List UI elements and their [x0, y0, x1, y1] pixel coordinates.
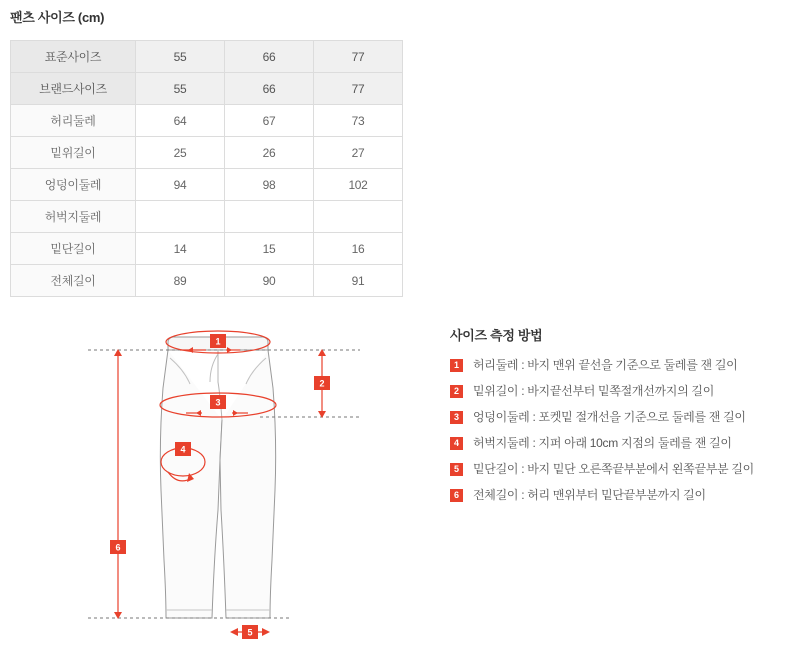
- cell-value: 102: [314, 169, 403, 201]
- legend-number-badge: 2: [450, 385, 463, 398]
- svg-text:5: 5: [247, 627, 253, 638]
- cell-value: 15: [225, 233, 314, 265]
- svg-text:4: 4: [180, 444, 186, 455]
- legend-number-badge: 6: [450, 489, 463, 502]
- table-row: [11, 233, 403, 265]
- row-label: 밑단길이: [11, 233, 136, 265]
- cell-value: 66: [225, 73, 314, 105]
- svg-text:2: 2: [319, 378, 325, 389]
- cell-value: [136, 201, 225, 233]
- svg-text:3: 3: [215, 397, 221, 408]
- legend-item-1: [450, 358, 790, 372]
- legend-item-text: 전체길이 : 허리 맨위부터 밑단끝부분까지 길이: [473, 488, 706, 502]
- row-label: 표준사이즈: [11, 41, 136, 73]
- pants-outline: [160, 337, 275, 618]
- cell-value: 89: [136, 265, 225, 297]
- table-row: [11, 201, 403, 233]
- svg-text:1: 1: [215, 336, 221, 347]
- size-table-body: [11, 41, 403, 297]
- legend-title: 사이즈 측정 방법: [450, 328, 543, 343]
- marker-5: [242, 625, 258, 639]
- row-label: 브랜드사이즈: [11, 73, 136, 105]
- cell-value: 64: [136, 105, 225, 137]
- page-title: 팬츠 사이즈 (cm): [10, 10, 105, 25]
- table-row: [11, 265, 403, 297]
- cell-value: [314, 201, 403, 233]
- row-label: 허리둘레: [11, 105, 136, 137]
- marker-2: [314, 376, 330, 390]
- legend-item-3: [450, 410, 790, 424]
- legend-number-badge: 3: [450, 411, 463, 424]
- cell-value: 55: [136, 73, 225, 105]
- cell-value: 25: [136, 137, 225, 169]
- table-row: [11, 41, 403, 73]
- table-row: [11, 137, 403, 169]
- cell-value: [225, 201, 314, 233]
- cell-value: 73: [314, 105, 403, 137]
- cell-value: 77: [314, 73, 403, 105]
- legend: [450, 325, 790, 514]
- cell-value: 27: [314, 137, 403, 169]
- cell-value: 14: [136, 233, 225, 265]
- cell-value: 67: [225, 105, 314, 137]
- legend-item-6: [450, 488, 790, 502]
- legend-number-badge: 4: [450, 437, 463, 450]
- marker-3: [210, 395, 226, 409]
- row-label: 엉덩이둘레: [11, 169, 136, 201]
- svg-text:6: 6: [115, 542, 121, 553]
- table-row: [11, 169, 403, 201]
- row-label: 밑위길이: [11, 137, 136, 169]
- cell-value: 77: [314, 41, 403, 73]
- table-row: [11, 73, 403, 105]
- cell-value: 26: [225, 137, 314, 169]
- cell-value: 16: [314, 233, 403, 265]
- legend-number-badge: 1: [450, 359, 463, 372]
- marker-4: [175, 442, 191, 456]
- marker-6: [110, 540, 126, 554]
- legend-item-text: 허리둘레 : 바지 맨위 끝선을 기준으로 둘레를 잰 길이: [473, 358, 738, 372]
- legend-item-5: [450, 462, 790, 476]
- legend-item-text: 밑위길이 : 바지끝선부터 밑쪽절개선까지의 길이: [473, 384, 715, 398]
- marker-1: [210, 334, 226, 348]
- legend-number-badge: 5: [450, 463, 463, 476]
- cell-value: 94: [136, 169, 225, 201]
- legend-item-text: 엉덩이둘레 : 포켓밑 절개선을 기준으로 둘레를 잰 길이: [473, 410, 746, 424]
- cell-value: 66: [225, 41, 314, 73]
- cell-value: 91: [314, 265, 403, 297]
- cell-value: 90: [225, 265, 314, 297]
- table-row: [11, 105, 403, 137]
- legend-item-text: 밑단길이 : 바지 밑단 오른쪽끝부분에서 왼쪽끝부분 길이: [473, 462, 754, 476]
- legend-item-2: [450, 384, 790, 398]
- legend-item-text: 허벅지둘레 : 지퍼 아래 10cm 지점의 둘레를 잰 길이: [473, 436, 732, 450]
- legend-item-4: [450, 436, 790, 450]
- pants-measurement-diagram: [60, 310, 420, 640]
- size-table: [10, 40, 403, 297]
- row-label: 전체길이: [11, 265, 136, 297]
- cell-value: 55: [136, 41, 225, 73]
- cell-value: 98: [225, 169, 314, 201]
- row-label: 허벅지둘레: [11, 201, 136, 233]
